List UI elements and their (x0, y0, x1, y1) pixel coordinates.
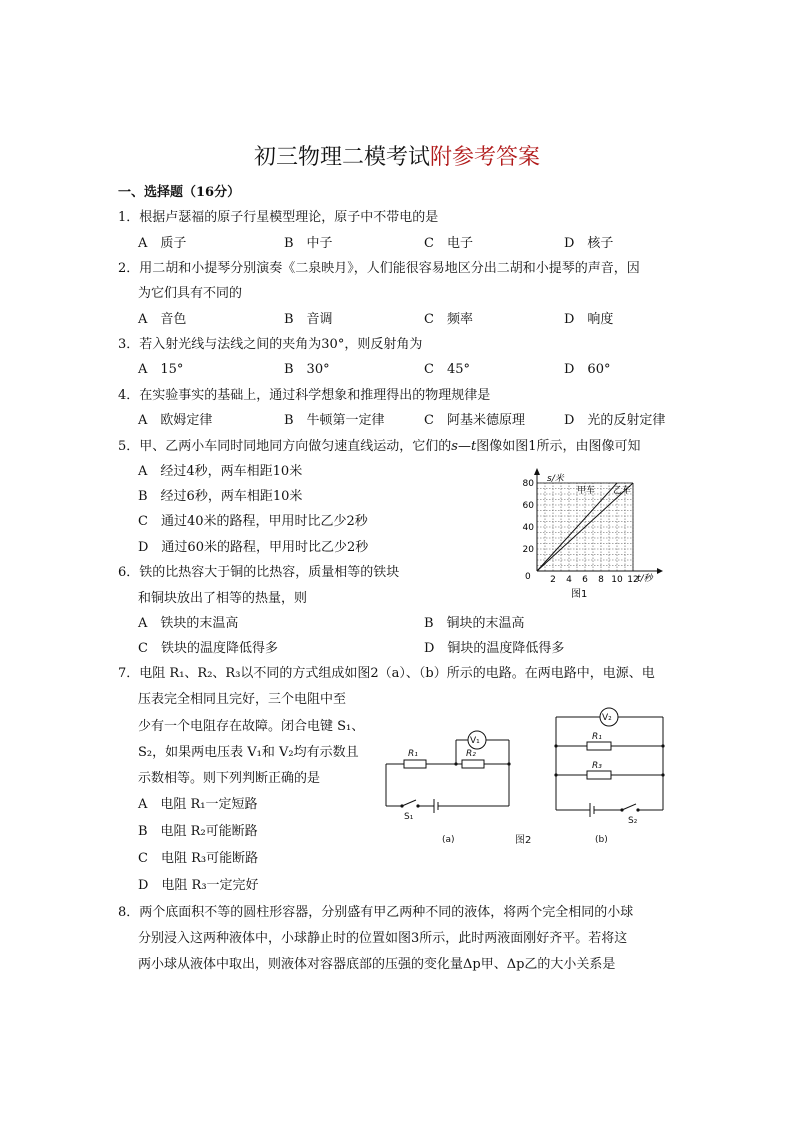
label-v1: V₁ (470, 736, 480, 746)
x-tick-label: 12 (627, 575, 639, 585)
q4-option-a: A 欧姆定律 (138, 413, 213, 428)
q8-line3: 两小球从液体中取出，则液体对容器底部的压强的变化量Δp甲、Δp乙的大小关系是 (138, 957, 616, 972)
series-label-jia: 甲车 (577, 486, 596, 496)
q6-option-c: C 铁块的温度降低得多 (138, 641, 278, 656)
caption-a: (a) (442, 835, 455, 845)
label-s2: S₂ (628, 816, 638, 826)
q3-option-d: D 60° (564, 362, 611, 377)
q6-stem-line1: 6．铁的比热容大于铜的比热容，质量相等的铁块 (118, 565, 400, 580)
caption-b: (b) (595, 835, 608, 845)
x-tick-label: 6 (582, 575, 588, 585)
section-heading: 一、选择题（16分） (118, 185, 241, 200)
q7-line3: 少有一个电阻存在故障。闭合电键 S₁、 (138, 719, 365, 734)
x-tick-label: 8 (598, 575, 604, 585)
q5-stem-a: 5．甲、乙两小车同时同地同方向做匀速直线运动，它们的 (118, 439, 452, 454)
y-tick-label: 20 (522, 545, 534, 555)
q4-option-c: C 阿基米德原理 (424, 413, 525, 428)
q6-option-b: B 铜块的末温高 (424, 616, 525, 631)
title-main: 初三物理二模考试 (253, 145, 430, 170)
title-suffix: 附参考答案 (430, 145, 541, 170)
q6-option-d: D 铜块的温度降低得多 (424, 641, 565, 656)
page-title (0, 140, 794, 176)
q7-option-c: C 电阻 R₃可能断路 (138, 851, 259, 866)
q7-option-b: B 电阻 R₂可能断路 (138, 824, 258, 839)
q8-line1: 8．两个底面积不等的圆柱形容器，分别盛有甲乙两种不同的液体，将两个完全相同的小球 (118, 905, 634, 920)
y-tick-label: 80 (522, 479, 534, 489)
x-tick-label: 2 (550, 575, 556, 585)
q5-stem-b: 图像如图1所示，由图像可知 (476, 439, 641, 454)
q7-line4: S₂，如果两电压表 V₁和 V₂均有示数且 (138, 745, 359, 760)
q3-option-a: A 15° (138, 362, 184, 377)
series-label-yi: 乙车 (613, 486, 632, 496)
q2-option-c: C 频率 (424, 312, 473, 327)
q3-stem: 3．若入射光线与法线之间的夹角为30°，则反射角为 (118, 337, 423, 352)
q3-option-b: B 30° (284, 362, 330, 377)
figure1-chart (505, 463, 670, 603)
q1-option-d: D 核子 (564, 236, 614, 251)
figure2-circuits (378, 702, 673, 852)
chart-origin-label: 0 (525, 572, 531, 582)
label-r3-b: R₃ (592, 761, 602, 771)
q5-option-b: B 经过6秒，两车相距10米 (138, 489, 303, 504)
figure2-caption: 图2 (515, 835, 532, 846)
label-r1-a: R₁ (408, 749, 418, 759)
circuit-b (556, 708, 663, 817)
resistor-r1-b (587, 742, 611, 750)
q7-option-a: A 电阻 R₁一定短路 (138, 797, 258, 812)
q5-st: s—t (451, 439, 477, 454)
q2-option-d: D 响度 (564, 312, 614, 327)
resistor-r1-a (404, 760, 426, 768)
q4-option-d: D 光的反射定律 (564, 413, 666, 428)
resistor-r2-a (462, 760, 484, 768)
y-tick-label: 40 (522, 523, 534, 533)
q2-stem-line1: 2．用二胡和小提琴分别演奏《二泉映月》，人们能很容易地区分出二胡和小提琴的声音，因 (118, 261, 640, 276)
circuit-a (386, 731, 509, 813)
q7-line1: 7．电阻 R₁、R₂、R₃以不同的方式组成如图2（a）、（b）所示的电路。在两电路中，电源、电 (118, 666, 655, 681)
switch-s1 (402, 800, 416, 806)
y-tick-label: 60 (522, 501, 534, 511)
q7-line5: 示数相等。则下列判断正确的是 (138, 771, 321, 786)
chart-x-axis-label: t/秒 (637, 574, 653, 584)
q3-option-c: C 45° (424, 362, 470, 377)
label-r1-b: R₁ (592, 732, 602, 742)
q4-stem: 4．在实验事实的基础上，通过科学想象和推理得出的物理规律是 (118, 388, 491, 403)
figure1-caption: 图1 (571, 589, 588, 600)
q6-option-a: A 铁块的末温高 (138, 616, 239, 631)
chart-y-axis-label: s/米 (547, 474, 564, 484)
q5-stem (118, 438, 640, 456)
q1-stem: 1．根据卢瑟福的原子行星模型理论，原子中不带电的是 (118, 210, 439, 225)
switch-s2 (622, 804, 636, 810)
q1-option-b: B 中子 (284, 236, 333, 251)
q2-stem-line2: 为它们具有不同的 (138, 286, 243, 301)
q2-option-b: B 音调 (284, 312, 333, 327)
label-r2-a: R₂ (466, 749, 476, 759)
q5-option-d: D 通过60米的路程，甲用时比乙少2秒 (138, 540, 369, 555)
q7-option-d: D 电阻 R₃一定完好 (138, 878, 259, 893)
q1-option-c: C 电子 (424, 236, 473, 251)
label-v2: V₂ (602, 713, 612, 723)
q7-line2: 压表完全相同且完好，三个电阻中至 (138, 692, 347, 707)
q6-stem-line2: 和铜块放出了相等的热量，则 (138, 591, 308, 606)
label-s1: S₁ (404, 812, 414, 822)
x-tick-label: 10 (611, 575, 623, 585)
x-tick-label: 4 (566, 575, 572, 585)
resistor-r3-b (587, 771, 611, 779)
q8-line2: 分别浸入这两种液体中，小球静止时的位置如图3所示，此时两液面刚好齐平。若将这 (138, 931, 628, 946)
q5-option-c: C 通过40米的路程，甲用时比乙少2秒 (138, 514, 368, 529)
q4-option-b: B 牛顿第一定律 (284, 413, 385, 428)
q5-option-a: A 经过4秒，两车相距10米 (138, 464, 303, 479)
q2-option-a: A 音色 (138, 312, 187, 327)
q1-option-a: A 质子 (138, 236, 187, 251)
